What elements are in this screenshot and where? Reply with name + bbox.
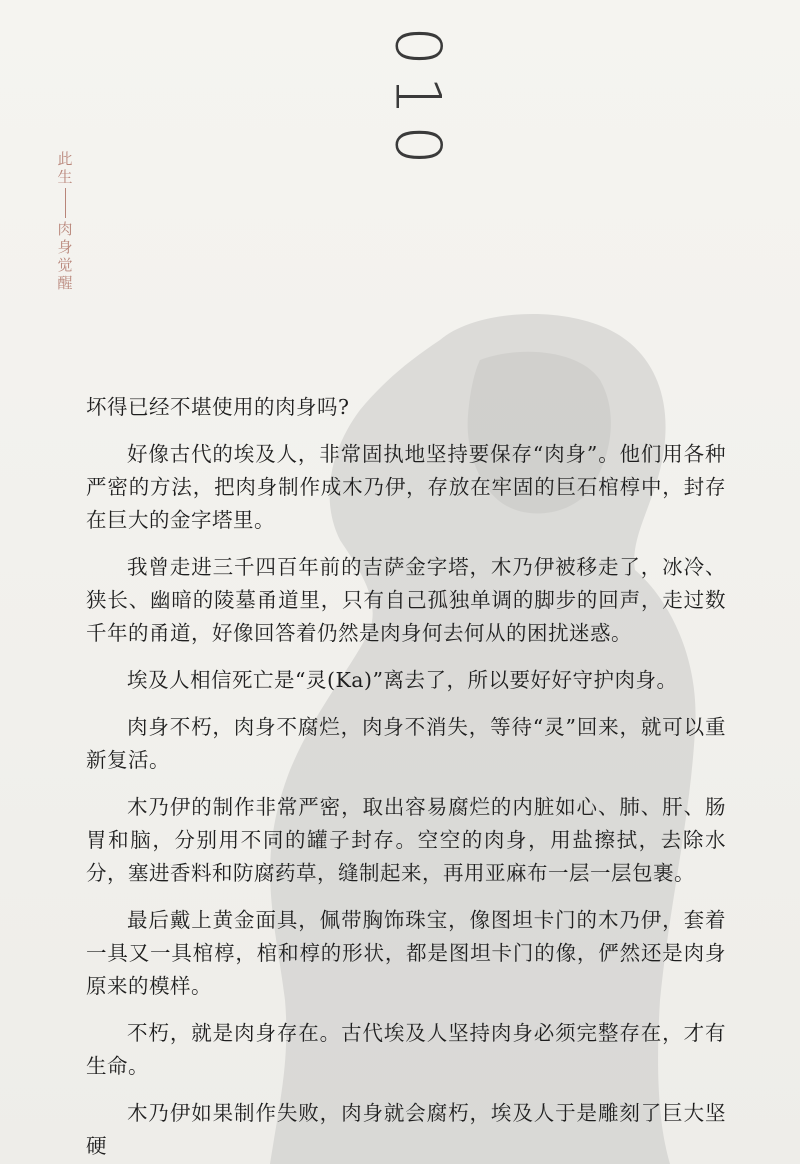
body-text [86,391,726,1164]
paragraph: 木乃伊的制作非常严密，取出容易腐烂的内脏如心、肺、肝、肠胃和脑，分别用不同的罐子封存。空空的肉身，用盐擦拭，去除水分，塞进香料和防腐药草，缝制起来，再用亚麻布一层一层包裹。 [86,795,726,885]
paragraph: 肉身不朽，肉身不腐烂，肉身不消失，等待“灵”回来，就可以重新复活。 [86,715,726,772]
page-number-text: 010 [381,25,455,175]
paragraph: 不朽，就是肉身存在。古代埃及人坚持肉身必须完整存在，才有生命。 [86,1021,726,1078]
running-head-part1: 此生 [57,150,73,186]
page-number [378,25,458,175]
paragraph: 我曾走进三千四百年前的吉萨金字塔，木乃伊被移走了，冰冷、狭长、幽暗的陵墓甬道里，只有自己孤独单调的脚步的回声，走过数千年的甬道，好像回答着仍然是肉身何去何从的困扰迷惑。 [86,555,726,645]
paragraph: 最后戴上黄金面具，佩带胸饰珠宝，像图坦卡门的木乃伊，套着一具又一具棺椁，棺和椁的形状，都是图坦卡门的像，俨然还是肉身原来的模样。 [86,908,726,998]
paragraph-continued: 坏得已经不堪使用的肉身吗? [86,395,350,419]
running-head [54,150,76,292]
paragraph: 埃及人相信死亡是“灵(Ka)”离去了，所以要好好守护肉身。 [127,668,678,692]
running-head-divider [65,188,66,218]
running-head-part2: 肉身觉醒 [57,220,73,292]
paragraph: 木乃伊如果制作失败，肉身就会腐朽，埃及人于是雕刻了巨大坚硬 [86,1101,726,1158]
paragraph: 好像古代的埃及人，非常固执地坚持要保存“肉身”。他们用各种严密的方法，把肉身制作成木乃伊，存放在牢固的巨石棺椁中，封存在巨大的金字塔里。 [86,442,726,532]
